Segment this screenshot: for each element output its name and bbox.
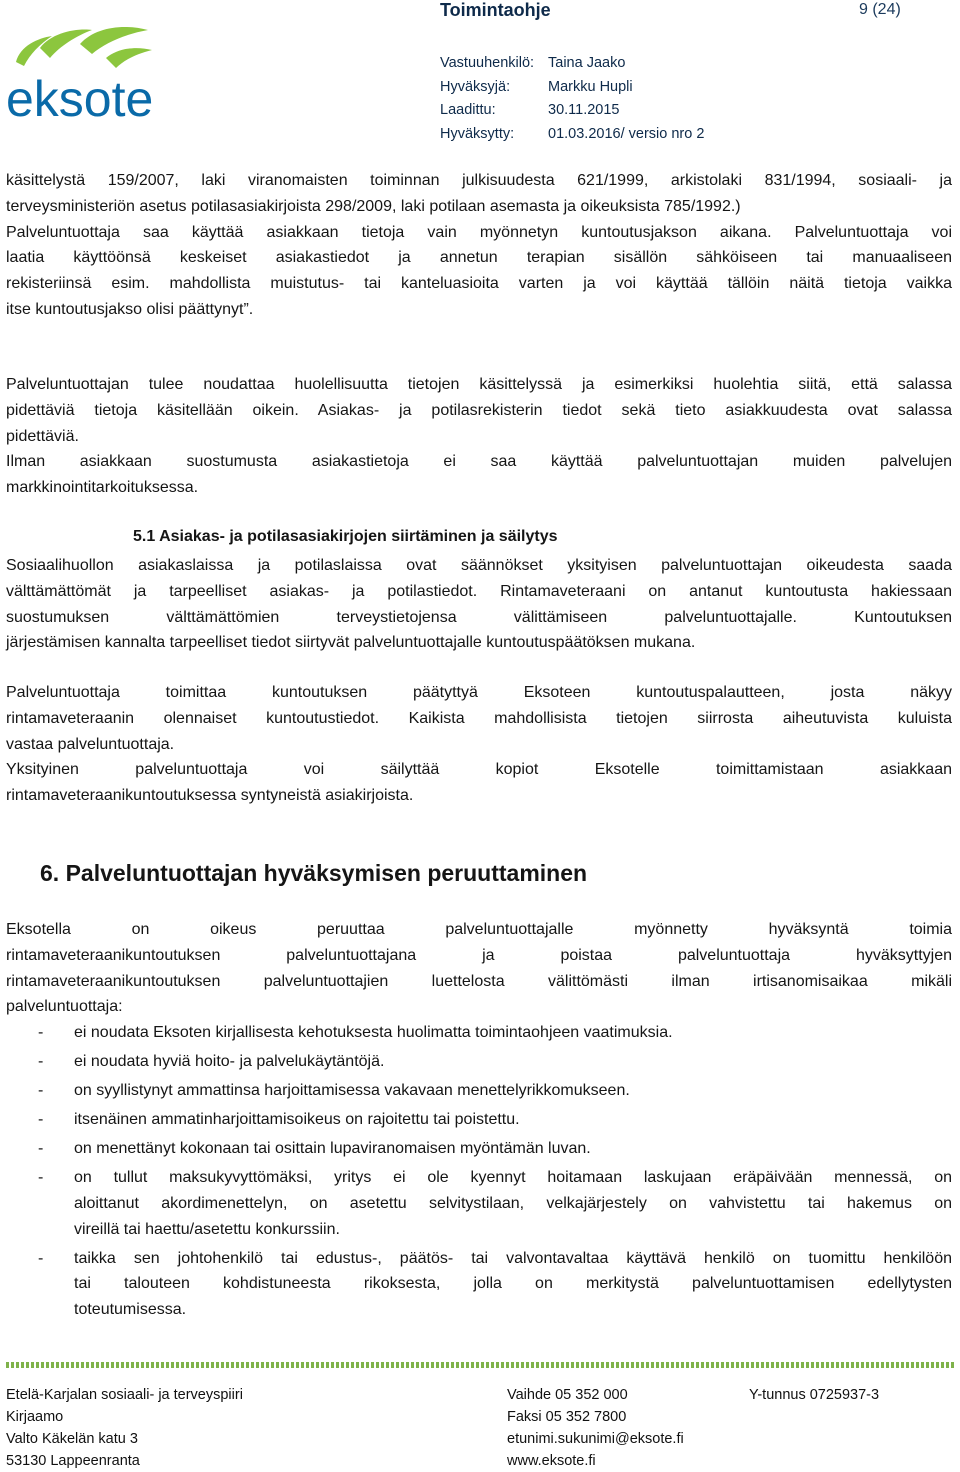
paragraph-storage: Palveluntuottaja toimittaa kuntoutuksen päätyttyä Eksoteen kuntoutuspalautteen, josta näkyy rintamaveteraanin olennaiset kuntoutustiedot. Kaikista mahdollisista tietojen siirrosta aiheutuvista kuluista vastaa palveluntuottaja. Yksityinen palveluntuottaja voi säilyttää kopiot Eksotelle toimittamistaan asiakkaan rintamaveteraanikuntoutuksessa syntyneistä asiakirjoista. (6, 684, 952, 805)
fax-number: Faksi 05 352 7800 (507, 1409, 627, 1425)
footer-divider (6, 1362, 954, 1368)
paragraph-revocation: Eksotella on oikeus peruuttaa palveluntuottajalle myönnetty hyväksyntä toimia rintamaveteraanikuntoutuksen palveluntuottajana ja poistaa palveluntuottaja hyväksyttyjen rintamaveteraanikuntoutuksen palveluntuottajien luettelosta välittömästi ilman irtisanomisaikaa mikäli palveluntuottaja: (6, 921, 952, 1016)
page-number: 9 (24) (859, 1, 901, 18)
list-item: - on menettänyt kokonaan tai osittain lupaviranomaisen myöntämän luvan. (38, 1139, 591, 1157)
subsection-heading: 5.1 Asiakas- ja potilasasiakirjojen siirtäminen ja säilytys (133, 528, 558, 545)
paragraph-legal-references: käsittelystä 159/2007, laki viranomaisten toiminnan julkisuudesta 621/1999, arkistolaki 831/1994, sosiaali- ja terveysministeriön asetus potilasasiakirjoista 298/2009, laki potilaan asemasta ja oikeuksista 785/1992.) Palveluntuottaja saa käyttää asiakkaan tietoja vain myönnetyn kuntoutusjakson aikana. Palveluntuottaja voi laatia käyttöönsä keskeiset asiakastiedot ja annetun terapian sisällön sähköiseen tai manuaaliseen rekisteriinsä esim. mahdollista muistutus- tai kanteluasioita varten ja voi käyttää tällöin näitä tietoja vaikka itse kuntoutusjakso olisi päättynyt”. (6, 172, 952, 318)
document-meta: Vastuuhenkilö: Taina Jaako Hyväksyjä: Markku Hupli Laadittu: 30.11.2015 Hyväksytty: 01.03.2016/ versio nro 2 (440, 55, 705, 142)
revocation-conditions-list (6, 1020, 952, 1326)
list-item: - on syyllistynyt ammattinsa harjoittamisessa vakavaan menettelyrikkomukseen. (38, 1081, 630, 1099)
logo-text: eksote (6, 71, 154, 124)
list-item: - taikka sen johtohenkilö tai edustus-, päätös- tai valvontavaltaa käyttävä henkilö on tuomittu henkilöön tai talouteen kohdistuneesta rikoksesta, jolla on merkitystä palveluntuottamisen edellytysten toteutumisessa. (38, 1249, 952, 1319)
eksote-logo (6, 24, 156, 124)
footer-contact (507, 1384, 684, 1472)
leaf-icon (16, 27, 152, 68)
paragraph-transfer: Sosiaalihuollon asiakaslaissa ja potilaslaissa ovat säännökset yksityisen palveluntuottajan oikeudesta saada välttämättömät ja tarpeelliset asiakas- ja potilastiedot. Rintamaveteraani on antanut kuntoutusta hakiessaan suostumuksen välttämättömien terveystietojensa välittämiseen palveluntuottajalle. Kuntoutuksen järjestämisen kannalta tarpeelliset tiedot siirtyvät palveluntuottajalle kuntoutuspäätöksen mukana. (6, 557, 952, 652)
phone-number: Vaihde 05 352 000 (507, 1387, 628, 1403)
list-item: - on tullut maksukyvyttömäksi, yritys ei ole kyennyt hoitamaan laskujaan eräpäivään mennessä, on aloittanut akordimenettelyn, on asetettu selvitystilaan, velkajärjestely on vahvistettu tai hakemus on vireillä tai haettu/asetettu konkurssiin. (38, 1168, 952, 1238)
footer-address: Etelä-Karjalan sosiaali- ja terveyspiiri Kirjaamo Valto Käkelän katu 3 53130 Lappeenranta (6, 1387, 243, 1469)
footer-business-id: Y-tunnus 0725937-3 (749, 1387, 880, 1403)
list-item: - ei noudata hyviä hoito- ja palvelukäytäntöjä. (38, 1052, 385, 1070)
document-type: Toimintaohje (440, 0, 551, 20)
list-item: - itsenäinen ammatinharjoittamisoikeus on rajoitettu tai poistettu. (38, 1110, 520, 1128)
section-heading: 6. Palveluntuottajan hyväksymisen peruuttaminen (40, 860, 588, 886)
paragraph-confidentiality: Palveluntuottajan tulee noudattaa huolellisuutta tietojen käsittelyssä ja esimerkiksi huolehtia siitä, että salassa pidettäviä tietoja käsitellään oikein. Asiakas- ja potilasrekisterin tiedot sekä tieto asiakkuudesta ovat salassa pidettäviä. Ilman asiakkaan suostumusta asiakastietoja ei saa käyttää palveluntuottajan muiden palvelujen markkinointitarkoituksessa. (6, 376, 952, 497)
website-link[interactable]: www.eksote.fi (507, 1453, 596, 1469)
list-item: - ei noudata Eksoten kirjallisesta kehotuksesta huolimatta toimintaohjeen vaatimuksia. (38, 1024, 673, 1041)
email-link[interactable]: etunimi.sukunimi@eksote.fi (507, 1431, 684, 1447)
